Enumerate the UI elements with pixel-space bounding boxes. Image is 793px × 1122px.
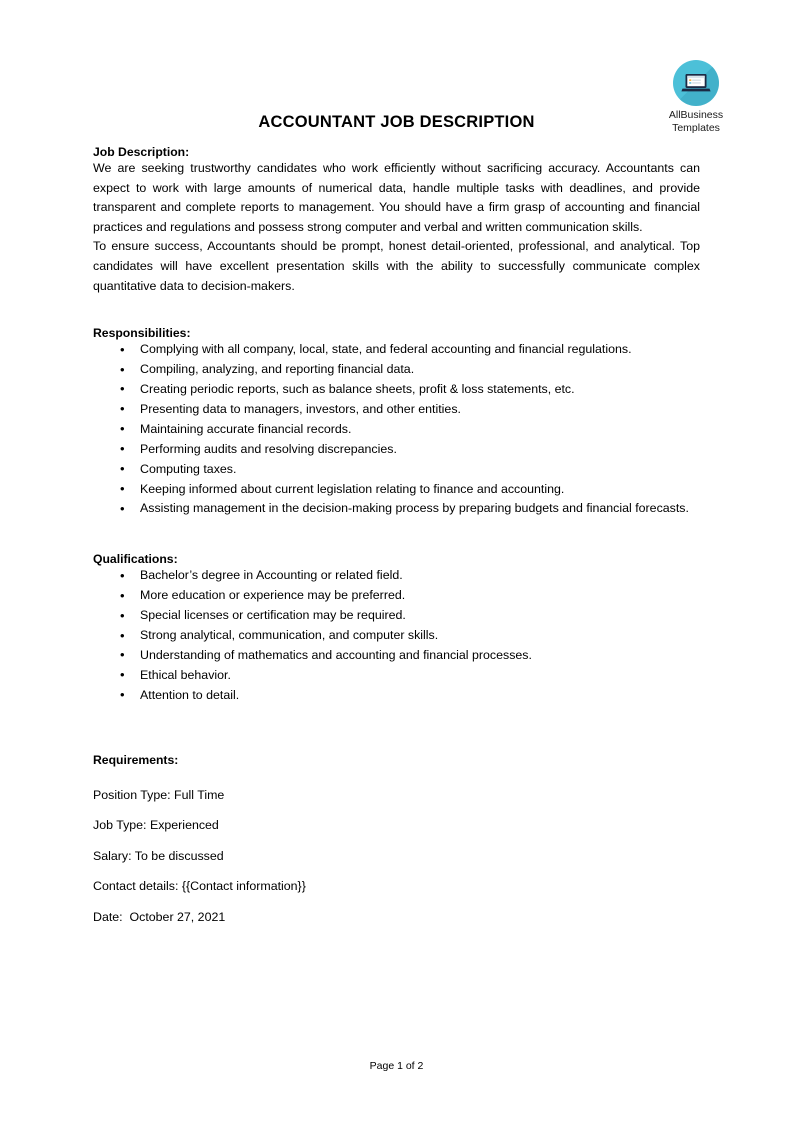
list-item: • Compiling, analyzing, and reporting financial data. (93, 360, 700, 379)
requirement-salary: Salary: To be discussed (93, 848, 224, 863)
list-item: • Strong analytical, communication, and computer skills. (93, 626, 700, 645)
list-item: • Creating periodic reports, such as balance sheets, profit & loss statements, etc. (93, 380, 700, 399)
list-item: • Presenting data to managers, investors, and other entities. (93, 400, 700, 419)
list-item: • Performing audits and resolving discrepancies. (93, 440, 700, 459)
page-footer: Page 1 of 2 (369, 1060, 424, 1072)
list-item: • Special licenses or certification may be required. (93, 606, 700, 625)
list-item: • More education or experience may be preferred. (93, 586, 700, 605)
list-item: • Maintaining accurate financial records. (93, 420, 700, 439)
requirement-job-type: Job Type: Experienced (93, 818, 219, 833)
section-heading-job-description: Job Description: (93, 145, 190, 159)
section-heading-requirements: Requirements: (93, 752, 179, 767)
laptop-in-circle-icon (673, 60, 719, 106)
list-item: • Attention to detail. (93, 686, 700, 705)
list-item: • Bachelor’s degree in Accounting or related field. (93, 566, 700, 585)
list-item: • Complying with all company, local, state, and federal accounting and financial regulations. (93, 340, 700, 359)
spacer-before-qualifications (93, 519, 700, 552)
list-item: • Keeping informed about current legislation relating to finance and accounting. (93, 480, 700, 499)
spacer-before-requirements (93, 706, 700, 753)
page-title: ACCOUNTANT JOB DESCRIPTION (258, 113, 535, 131)
job-description-paragraph-1: We are seeking trustworthy candidates who work efficiently without sacrificing accuracy. Accountants can expect to work with large amounts of numerical data, handle multiple tasks with deadlines, and provide transparent and complete reports to management. You should have a firm grasp of accounting and financial practices and regulations and possess strong computer and verbal and written communication skills. (93, 161, 700, 234)
requirement-position-type: Position Type: Full Time (93, 787, 225, 802)
responsibilities-list (93, 340, 700, 519)
requirement-date: Date: October 27, 2021 (93, 910, 226, 925)
brand-name-line1: AllBusiness (668, 109, 724, 121)
job-description-paragraph-2: To ensure success, Accountants should be prompt, honest detail-oriented, professional, and analytical. Top candidates will have excellent presentation skills with the ability to successfully communicate complex quantitative data to decision-makers. (93, 239, 700, 293)
section-heading-qualifications: Qualifications: (93, 552, 178, 567)
spacer-before-responsibilities (93, 296, 700, 326)
laptop-icon-glyph (681, 72, 711, 94)
section-heading-responsibilities: Responsibilities: (93, 326, 191, 341)
document-body (93, 140, 700, 928)
brand-name-line2: Templates (672, 121, 720, 134)
requirement-contact-details: Contact details: {{Contact information}} (93, 879, 306, 894)
list-item: • Computing taxes. (93, 460, 700, 479)
list-item: • Assisting management in the decision-making process by preparing budgets and financial forecasts. (93, 499, 700, 518)
qualifications-list (93, 566, 700, 705)
list-item: • Ethical behavior. (93, 666, 700, 685)
list-item: • Understanding of mathematics and accounting and financial processes. (93, 646, 700, 665)
